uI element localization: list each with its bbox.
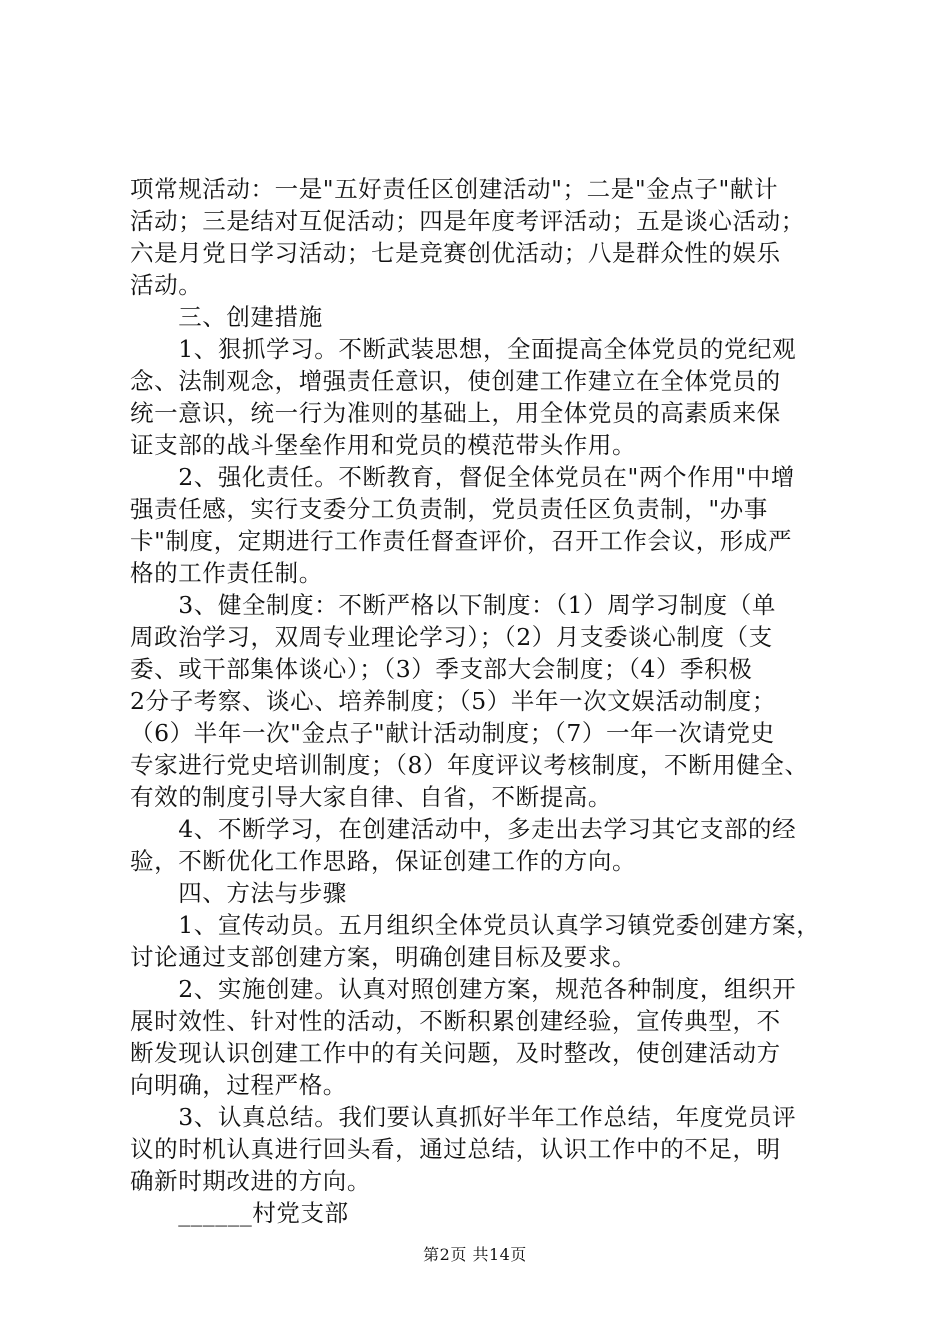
text-line: 项常规活动：一是"五好责任区创建活动"；二是"金点子"献计 [130, 175, 779, 203]
text-line: 2分子考察、谈心、培养制度；（5）半年一次文娱活动制度； [130, 687, 776, 715]
text-line: 讨论通过支部创建方案，明确创建目标及要求。 [130, 943, 637, 971]
text-line: 确新时期改进的方向。 [130, 1167, 371, 1195]
section-heading: 四、方法与步骤 [130, 879, 347, 907]
text-line: 强责任感，实行支委分工负责制，党员责任区负责制，"办事 [130, 495, 769, 523]
text-line: 念、法制观念，增强责任意识，使创建工作建立在全体党员的 [130, 367, 781, 395]
text-line: 2、实施创建。认真对照创建方案，规范各种制度，组织开 [130, 975, 797, 1003]
text-line: 卡"制度，定期进行工作责任督查评价，召开工作会议，形成严 [130, 527, 793, 555]
text-line: 统一意识，统一行为准则的基础上，用全体党员的高素质来保 [130, 399, 781, 427]
text-line: 活动；三是结对互促活动；四是年度考评活动；五是谈心活动； [130, 207, 805, 235]
text-line: 4、不断学习，在创建活动中，多走出去学习其它支部的经 [130, 815, 797, 843]
text-line: 展时效性、针对性的活动，不断积累创建经验，宣传典型，不 [130, 1007, 781, 1035]
text-line: 专家进行党史培训制度；（8）年度评议考核制度，不断用健全、 [130, 751, 809, 779]
document-body [130, 173, 830, 1229]
text-line: 3、健全制度：不断严格以下制度：（1）周学习制度（单 [130, 591, 776, 619]
text-line: 六是月党日学习活动；七是竞赛创优活动；八是群众性的娱乐 [130, 239, 781, 267]
text-line: 断发现认识创建工作中的有关问题，及时整改，使创建活动方 [130, 1039, 781, 1067]
text-line: 1、狠抓学习。不断武装思想，全面提高全体党员的党纪观 [130, 335, 797, 363]
text-line: 格的工作责任制。 [130, 559, 323, 587]
text-line: 向明确，过程严格。 [130, 1071, 347, 1099]
text-line: （6）半年一次"金点子"献计活动制度；（7）一年一次请党史 [130, 719, 775, 747]
page-footer: 第2页 共14页 [423, 1245, 527, 1264]
text-line: 有效的制度引导大家自律、自省，不断提高。 [130, 783, 612, 811]
text-line: 1、宣传动员。五月组织全体党员认真学习镇党委创建方案， [130, 911, 821, 939]
signature-line: ______村党支部 [130, 1199, 349, 1227]
text-line: 3、认真总结。我们要认真抓好半年工作总结，年度党员评 [130, 1103, 797, 1131]
text-line: 验，不断优化工作思路，保证创建工作的方向。 [130, 847, 637, 875]
text-line: 证支部的战斗堡垒作用和党员的模范带头作用。 [130, 431, 637, 459]
text-line: 议的时机认真进行回头看，通过总结，认识工作中的不足，明 [130, 1135, 781, 1163]
text-line: 2、强化责任。不断教育，督促全体党员在"两个作用"中增 [130, 463, 795, 491]
text-line: 周政治学习，双周专业理论学习）；（2）月支委谈心制度（支 [130, 623, 773, 651]
section-heading: 三、创建措施 [130, 303, 323, 331]
text-line: 活动。 [130, 271, 203, 299]
text-line: 委、或干部集体谈心）；（3）季支部大会制度；（4）季积极 [130, 655, 753, 683]
